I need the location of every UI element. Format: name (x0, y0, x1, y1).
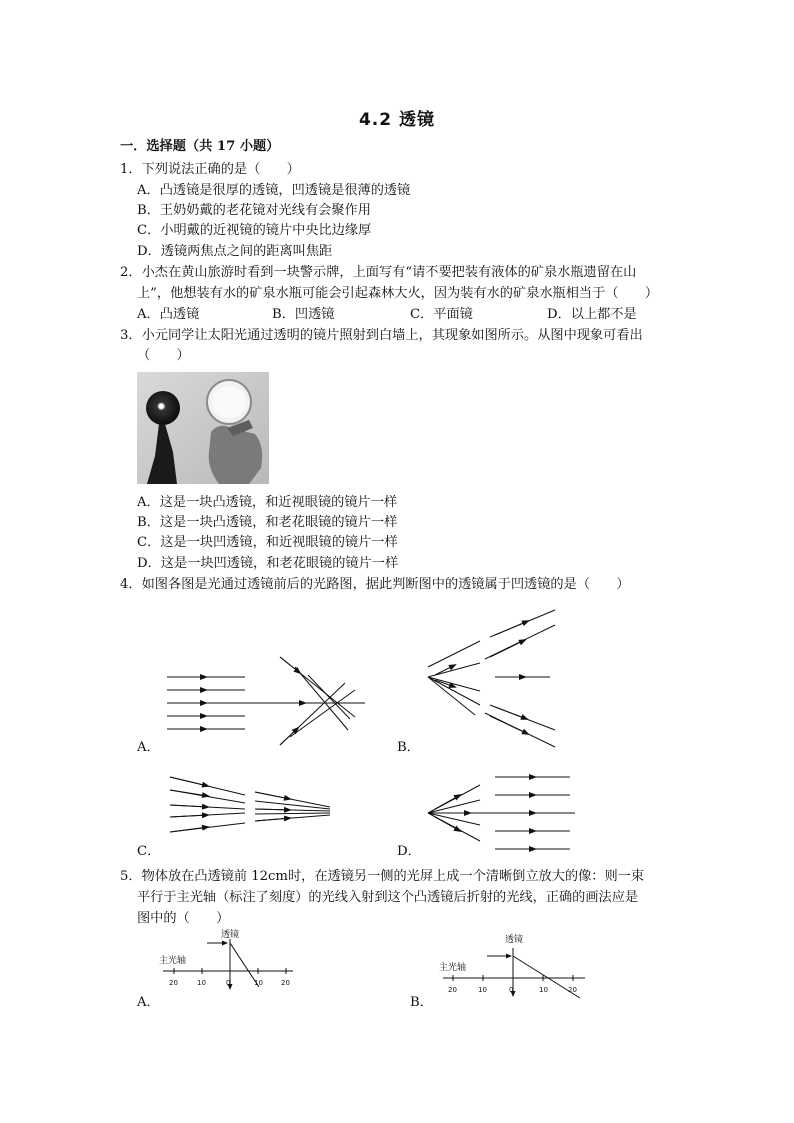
q5b-lens-label: 透镜 (505, 935, 524, 945)
diagram-d (428, 777, 575, 849)
q5-figure-a (155, 925, 300, 995)
q1-stem: 1．下列说法正确的是（ ） (120, 162, 300, 177)
q5a-tick: 20 (281, 979, 290, 987)
q5-line3: 图中的（ ） (137, 911, 230, 926)
q4-ray-diagrams (130, 595, 600, 865)
q1-option-b: B．王奶奶戴的老花镜对光线有会聚作用 (137, 203, 371, 218)
q5a-tick: 10 (197, 979, 206, 987)
q5a-axis-label: 主光轴 (159, 956, 187, 966)
q4-label-d: D． (397, 844, 421, 859)
q1-option-d: D．透镜两焦点之间的距离叫焦距 (137, 244, 333, 259)
q3-option-a: A．这是一块凸透镜，和近视眼镜的镜片一样 (137, 495, 398, 510)
q2-line2: 上”，他想装有水的矿泉水瓶可能会引起森林大火，因为装有水的矿泉水瓶相当于（ ） (137, 286, 659, 301)
q5b-tick: 20 (568, 986, 577, 994)
q5-line1: 5．物体放在凸透镜前 12cm时，在透镜另一侧的光屏上成一个清晰倒立放大的像：则一束 (120, 869, 645, 884)
q5a-tick: 0 (226, 979, 231, 987)
q5-label-b: B． (410, 995, 433, 1010)
q5-label-a: A． (137, 995, 160, 1010)
q5a-lens-label: 透镜 (221, 930, 240, 940)
q3-option-b: B．这是一块凸透镜，和老花眼镜的镜片一样 (137, 515, 398, 530)
q2-option-a: A．凸透镜 (137, 307, 200, 322)
q5b-tick: 10 (478, 986, 487, 994)
q1-option-a: A．凸透镜是很厚的透镜，凹透镜是很薄的透镜 (137, 183, 411, 198)
q5-line2: 平行于主光轴（标注了刻度）的光线入射到这个凸透镜后折射的光线，正确的画法应是 (137, 890, 639, 905)
q2-option-c: C．平面镜 (410, 307, 473, 322)
q5-figure-b (435, 928, 590, 1000)
q1-option-c: C．小明戴的近视镜的镜片中央比边缘厚 (137, 223, 372, 238)
q5b-tick: 20 (448, 986, 457, 994)
diagram-b (428, 610, 555, 747)
q3-option-d: D．这是一块凹透镜，和老花眼镜的镜片一样 (137, 556, 399, 571)
page-title: 4.2 透镜 (358, 110, 436, 130)
lens-wall-photo (137, 372, 269, 484)
q5a-tick: 10 (254, 979, 263, 987)
q5b-axis-label: 主光轴 (439, 963, 467, 973)
diagram-a (167, 657, 365, 745)
q2-option-b: B．凹透镜 (272, 307, 335, 322)
q5b-tick: 10 (539, 986, 548, 994)
q2-line1: 2．小杰在黄山旅游时看到一块警示牌，上面写有“请不要把装有液体的矿泉水瓶遗留在山 (120, 265, 637, 280)
q3-option-c: C．这是一块凹透镜，和近视眼镜的镜片一样 (137, 535, 398, 550)
q2-option-d: D．以上都不是 (547, 307, 637, 322)
section-heading: 一．选择题（共 17 小题） (120, 139, 280, 154)
q4-label-b: B． (397, 740, 420, 755)
q3-line2: （ ） (137, 348, 190, 363)
diagram-c (170, 777, 330, 832)
q5b-tick: 0 (509, 986, 514, 994)
q4-label-a: A． (137, 740, 160, 755)
q4-label-c: C． (137, 844, 161, 859)
q5a-tick: 20 (169, 979, 178, 987)
q3-line1: 3．小元同学让太阳光通过透明的镜片照射到白墙上，其现象如图所示。从图中现象可看出 (120, 328, 643, 343)
q4-stem: 4．如图各图是光通过透镜前后的光路图，据此判断图中的透镜属于凹透镜的是（ ） (120, 577, 630, 592)
